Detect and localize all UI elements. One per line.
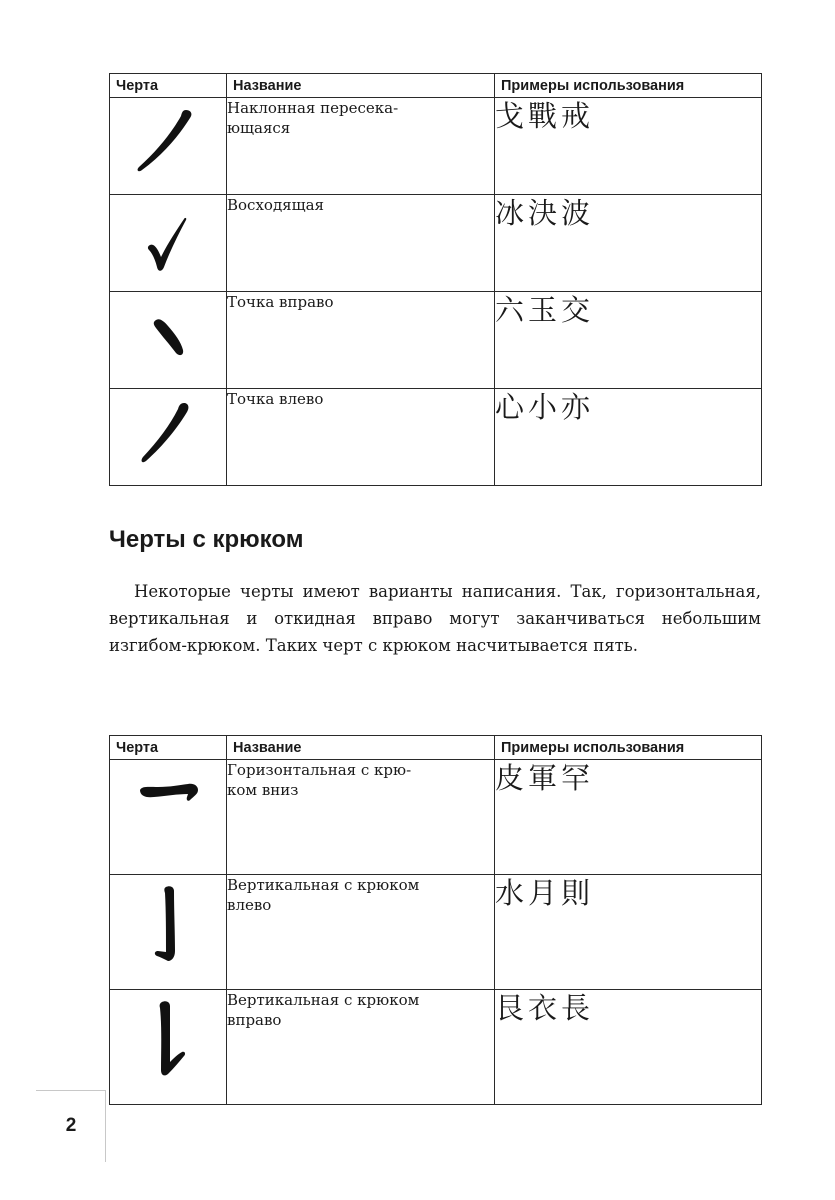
- stroke-name: Вертикальная с крюком влево: [227, 875, 495, 990]
- stroke-cell: [110, 195, 227, 292]
- table-row: [110, 990, 762, 1105]
- strokes-table-1: [109, 73, 762, 486]
- column-header: Черта: [110, 736, 227, 760]
- stroke-examples: 皮軍罕: [495, 760, 762, 875]
- dot-left-stroke-icon: [128, 395, 208, 475]
- horizontal-hook-down-stroke-icon: [128, 766, 208, 826]
- stroke-cell: [110, 389, 227, 486]
- column-header: Название: [227, 74, 495, 98]
- table-row: [110, 389, 762, 486]
- section-paragraph: Некоторые черты имеют варианты написания. Так, горизонтальная, вертикальная и откидная вправо могут заканчиваться небольшим изгибом-крюком. Таких черт с крюком насчитывается пять.: [109, 582, 761, 655]
- table-row: [110, 292, 762, 389]
- page-number: 2: [65, 1115, 77, 1136]
- stroke-cell: [110, 875, 227, 990]
- column-header: Черта: [110, 74, 227, 98]
- stroke-examples: 心小亦: [495, 389, 762, 486]
- stroke-name: Горизонтальная с крю- ком вниз: [227, 760, 495, 875]
- vertical-hook-left-stroke-icon: [128, 881, 208, 971]
- column-header: Примеры использования: [495, 736, 762, 760]
- page-number-box: [36, 1090, 106, 1162]
- stroke-name: Точка влево: [227, 389, 495, 486]
- slant-crossing-stroke-icon: [128, 104, 208, 184]
- stroke-cell: [110, 990, 227, 1105]
- table-row: [110, 98, 762, 195]
- table-header-row: [110, 736, 762, 760]
- stroke-name: Восходящая: [227, 195, 495, 292]
- stroke-examples: 艮衣長: [495, 990, 762, 1105]
- table-row: [110, 875, 762, 990]
- stroke-examples: 六玉交: [495, 292, 762, 389]
- strokes-table-2: [109, 735, 762, 1105]
- rising-stroke-icon: [128, 201, 208, 281]
- stroke-cell: [110, 760, 227, 875]
- stroke-examples: 水月則: [495, 875, 762, 990]
- table-row: [110, 760, 762, 875]
- column-header: Примеры использования: [495, 74, 762, 98]
- table-row: [110, 195, 762, 292]
- column-header: Название: [227, 736, 495, 760]
- stroke-examples: 冰決波: [495, 195, 762, 292]
- stroke-name: Точка вправо: [227, 292, 495, 389]
- stroke-cell: [110, 292, 227, 389]
- stroke-name: Наклонная пересека- ющаяся: [227, 98, 495, 195]
- stroke-name: Вертикальная с крюком вправо: [227, 990, 495, 1105]
- stroke-cell: [110, 98, 227, 195]
- dot-right-stroke-icon: [128, 298, 208, 378]
- vertical-hook-right-stroke-icon: [128, 996, 208, 1086]
- table-header-row: [110, 74, 762, 98]
- stroke-examples: 戈戰戒: [495, 98, 762, 195]
- section-title: Черты с крюком: [109, 526, 304, 553]
